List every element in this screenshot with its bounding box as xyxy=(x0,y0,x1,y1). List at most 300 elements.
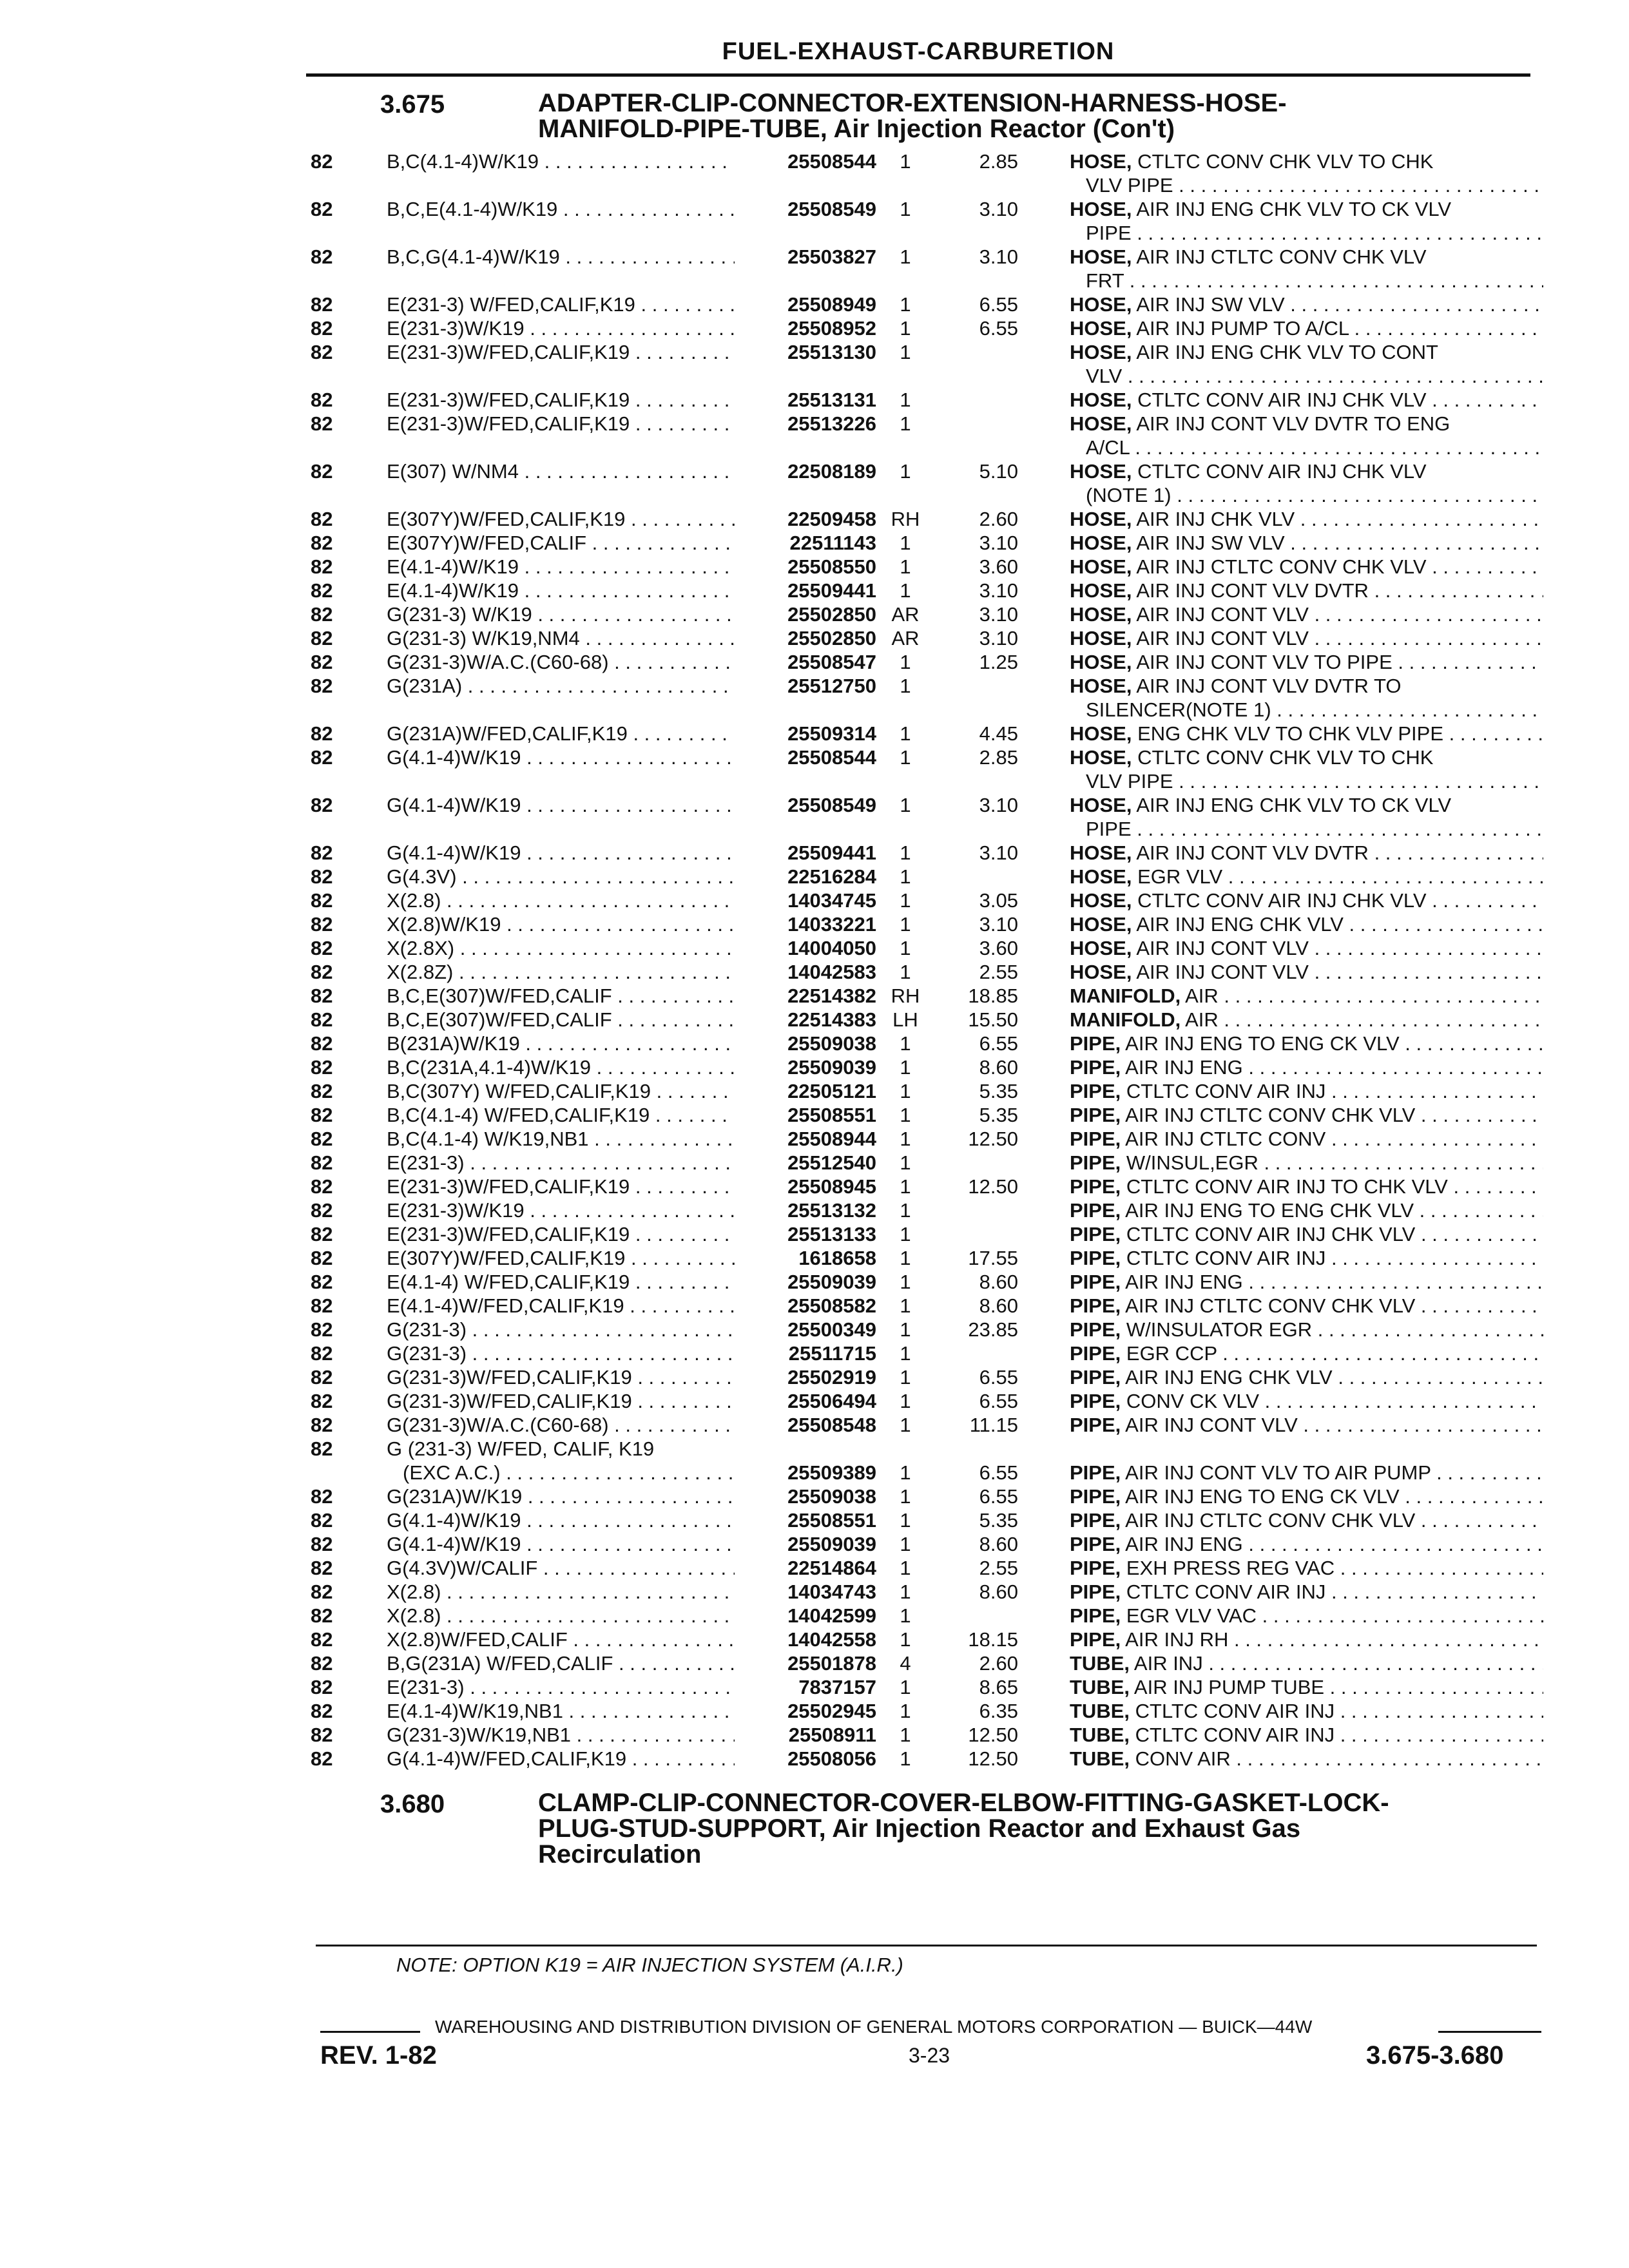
quantity: 1 xyxy=(900,746,911,769)
price: 12.50 xyxy=(968,1175,1018,1198)
description-cell xyxy=(1070,1151,1543,1175)
part-number: 25502850 xyxy=(787,603,876,626)
quantity: 1 xyxy=(900,1557,911,1579)
usage-text: E(231-3) . . . xyxy=(387,1151,735,1175)
usage-cell xyxy=(387,1079,735,1103)
usage-text: E(4.1-4)W/K19,NB1 . . . xyxy=(387,1699,735,1723)
part-number: 14034745 xyxy=(787,889,876,912)
description-text: CTLTC CONV AIR INJ CHK VLV xyxy=(1137,389,1427,411)
description-line1 xyxy=(1070,531,1543,555)
quantity: 1 xyxy=(900,1151,911,1174)
part-number: 25512540 xyxy=(787,1151,876,1174)
description-line1 xyxy=(1070,1747,1543,1771)
description-line1 xyxy=(1070,1508,1543,1532)
usage-text: E(231-3)W/FED,CALIF,K19 . . . xyxy=(387,1175,735,1198)
part-number: 22509458 xyxy=(787,508,876,530)
part-number: 25509441 xyxy=(787,579,876,602)
part-type: HOSE, xyxy=(1070,579,1132,602)
part-number: 25502919 xyxy=(787,1366,876,1389)
quantity: 1 xyxy=(900,1080,911,1102)
description-cell xyxy=(1070,388,1543,412)
quantity: 4 xyxy=(900,1652,911,1675)
table-row xyxy=(303,1270,1547,1294)
usage-text: E(4.1-4) W/FED,CALIF,K19 . . . xyxy=(387,1270,735,1294)
description-line1 xyxy=(1070,793,1543,817)
table-row xyxy=(303,1151,1547,1175)
table-row xyxy=(303,1127,1547,1151)
description-text: AIR INJ ENG xyxy=(1125,1271,1243,1293)
description-cell xyxy=(1070,531,1543,555)
usage-text: G(231-3)W/FED,CALIF,K19 . . . xyxy=(387,1389,735,1413)
usage-text: E(231-3)W/FED,CALIF,K19 . . . xyxy=(387,388,735,412)
usage-text: G(231-3) W/K19 . . . xyxy=(387,602,735,626)
description-line1 xyxy=(1070,555,1543,579)
usage-text: G(4.1-4)W/FED,CALIF,K19 . . . xyxy=(387,1747,735,1771)
group-number: 82 xyxy=(311,1271,333,1293)
table-row xyxy=(303,1556,1547,1580)
quantity: 1 xyxy=(900,412,911,435)
group-number: 82 xyxy=(311,1437,333,1460)
description-cell xyxy=(1070,579,1543,602)
part-type: TUBE, xyxy=(1070,1724,1130,1746)
group-number: 82 xyxy=(311,746,333,769)
description-text: CTLTC CONV AIR INJ xyxy=(1126,1080,1326,1102)
part-number: 25502850 xyxy=(787,627,876,649)
description-cell xyxy=(1070,984,1543,1008)
part-number: 22505121 xyxy=(787,1080,876,1102)
usage-cell xyxy=(387,912,735,936)
quantity: 1 xyxy=(900,1247,911,1269)
part-number: 25509314 xyxy=(787,722,876,745)
quantity: 1 xyxy=(900,1199,911,1222)
quantity: RH xyxy=(891,985,920,1007)
description-line1 xyxy=(1070,293,1543,316)
part-type: HOSE, xyxy=(1070,245,1132,268)
quantity: 1 xyxy=(900,198,911,220)
group-number: 82 xyxy=(311,1199,333,1222)
price: 8.60 xyxy=(979,1271,1018,1293)
price: 17.55 xyxy=(968,1247,1018,1269)
quantity: 1 xyxy=(900,1676,911,1698)
group-number: 82 xyxy=(311,1318,333,1341)
part-number: 25508549 xyxy=(787,794,876,816)
quantity: 1 xyxy=(900,722,911,745)
price: 3.10 xyxy=(979,913,1018,936)
group-number: 82 xyxy=(311,1056,333,1079)
group-number: 82 xyxy=(311,532,333,554)
group-number: 82 xyxy=(311,1390,333,1412)
quantity: 1 xyxy=(900,913,911,936)
description-text: AIR INJ xyxy=(1133,1652,1203,1675)
group-number: 82 xyxy=(311,412,333,435)
description-cell xyxy=(1070,841,1543,865)
table-row xyxy=(303,1413,1547,1437)
quantity: 1 xyxy=(900,1628,911,1651)
usage-cell xyxy=(387,579,735,602)
usage-cell xyxy=(387,1008,735,1032)
price: 8.60 xyxy=(979,1294,1018,1317)
description-line1 xyxy=(1070,1723,1543,1747)
quantity: AR xyxy=(891,627,920,649)
section-title-line2: MANIFOLD-PIPE-TUBE, Air Injection Reactor (Con't) xyxy=(538,115,1175,143)
usage-text: E(307Y)W/FED,CALIF . . . xyxy=(387,531,735,555)
usage-cell xyxy=(387,412,735,436)
group-number: 82 xyxy=(311,1700,333,1722)
quantity: 1 xyxy=(900,1271,911,1293)
part-number: 25506494 xyxy=(787,1390,876,1412)
table-row xyxy=(303,149,1547,197)
part-type: PIPE, xyxy=(1070,1128,1121,1150)
table-row xyxy=(303,1341,1547,1365)
usage-text: G(231A)W/FED,CALIF,K19 . . . xyxy=(387,722,735,745)
description-cell xyxy=(1070,340,1543,388)
group-number: 82 xyxy=(311,1128,333,1150)
part-number: 22516284 xyxy=(787,865,876,888)
table-row xyxy=(303,1246,1547,1270)
description-line1 xyxy=(1070,674,1543,698)
description-line1 xyxy=(1070,149,1543,173)
description-line1 xyxy=(1070,745,1543,769)
usage-text: X(2.8) . . . xyxy=(387,889,735,912)
description-line1 xyxy=(1070,1365,1543,1389)
usage-text: B,G(231A) W/FED,CALIF . . . xyxy=(387,1651,735,1675)
group-number: 82 xyxy=(311,317,333,340)
quantity: 1 xyxy=(900,937,911,959)
description-text: CTLTC CONV AIR INJ xyxy=(1126,1581,1326,1603)
price: 6.35 xyxy=(979,1700,1018,1722)
part-type: PIPE, xyxy=(1070,1557,1121,1579)
description-line2: SILENCER(NOTE 1) . . . xyxy=(1070,698,1543,722)
usage-text: E(231-3)W/FED,CALIF,K19 . . . xyxy=(387,412,735,436)
table-row xyxy=(303,1222,1547,1246)
group-number: 82 xyxy=(311,1151,333,1174)
usage-text: B,C(4.1-4)W/K19 . . . xyxy=(387,149,735,173)
usage-cell xyxy=(387,1246,735,1270)
usage-cell xyxy=(387,841,735,865)
section-number: 3.680 xyxy=(380,1790,445,1818)
description-text: CTLTC CONV AIR INJ CHK VLV xyxy=(1137,889,1427,912)
description-line1 xyxy=(1070,1675,1543,1699)
usage-cell xyxy=(387,745,735,769)
usage-cell xyxy=(387,197,735,221)
usage-text: G(231A)W/K19 . . . xyxy=(387,1485,735,1508)
description-line1 xyxy=(1070,1222,1543,1246)
part-number: 14042599 xyxy=(787,1604,876,1627)
quantity: 1 xyxy=(900,150,911,173)
usage-text: B,C(4.1-4) W/K19,NB1 . . . xyxy=(387,1127,735,1151)
quantity: 1 xyxy=(900,1056,911,1079)
part-number: 25509039 xyxy=(787,1056,876,1079)
part-type: PIPE, xyxy=(1070,1056,1121,1079)
usage-cell xyxy=(387,555,735,579)
part-number: 25508551 xyxy=(787,1509,876,1532)
part-type: HOSE, xyxy=(1070,198,1132,220)
quantity: 1 xyxy=(900,1485,911,1508)
usage-cell xyxy=(387,1508,735,1532)
part-type: PIPE, xyxy=(1070,1175,1121,1198)
table-row xyxy=(303,1103,1547,1127)
quantity: 1 xyxy=(900,1128,911,1150)
description-text: AIR INJ CTLTC CONV CHK VLV xyxy=(1136,555,1427,578)
description-line1 xyxy=(1070,984,1543,1008)
part-number: 25508582 xyxy=(787,1294,876,1317)
quantity: 1 xyxy=(900,961,911,983)
description-text: AIR INJ CONT VLV xyxy=(1125,1414,1298,1436)
description-line1 xyxy=(1070,1055,1543,1079)
usage-cell xyxy=(387,388,735,412)
usage-text: X(2.8)W/FED,CALIF . . . xyxy=(387,1628,735,1651)
quantity: 1 xyxy=(900,341,911,363)
table-row xyxy=(303,1628,1547,1651)
quantity: 1 xyxy=(900,579,911,602)
description-line1 xyxy=(1070,1151,1543,1175)
part-number: 25513132 xyxy=(787,1199,876,1222)
part-number: 14034743 xyxy=(787,1581,876,1603)
usage-text: E(231-3) W/FED,CALIF,K19 . . . xyxy=(387,293,735,316)
description-cell xyxy=(1070,1651,1543,1675)
quantity: 1 xyxy=(900,1342,911,1365)
section-heading-3675 xyxy=(380,90,1540,148)
part-type: HOSE, xyxy=(1070,722,1132,745)
description-text: AIR INJ SW VLV xyxy=(1136,293,1285,316)
part-type: HOSE, xyxy=(1070,627,1132,649)
description-line1 xyxy=(1070,912,1543,936)
description-cell xyxy=(1070,1127,1543,1151)
price: 3.60 xyxy=(979,937,1018,959)
table-row xyxy=(303,1055,1547,1079)
table-row xyxy=(303,245,1547,293)
part-number: 25513226 xyxy=(787,412,876,435)
part-type: HOSE, xyxy=(1070,889,1132,912)
group-number: 82 xyxy=(311,913,333,936)
usage-cell xyxy=(387,984,735,1008)
usage-cell xyxy=(387,674,735,698)
table-row xyxy=(303,984,1547,1008)
part-type: HOSE, xyxy=(1070,555,1132,578)
part-number: 25508945 xyxy=(787,1175,876,1198)
part-type: PIPE, xyxy=(1070,1390,1121,1412)
price: 6.55 xyxy=(979,317,1018,340)
group-number: 82 xyxy=(311,1509,333,1532)
description-cell xyxy=(1070,1079,1543,1103)
description-cell xyxy=(1070,674,1543,722)
description-text: W/INSULATOR EGR xyxy=(1126,1318,1313,1341)
table-row xyxy=(303,507,1547,531)
price: 3.10 xyxy=(979,841,1018,864)
description-line1 xyxy=(1070,960,1543,984)
description-text: CTLTC CONV AIR INJ CHK VLV xyxy=(1137,460,1427,483)
part-type: HOSE, xyxy=(1070,389,1132,411)
group-number: 82 xyxy=(311,1485,333,1508)
price: 6.55 xyxy=(979,1366,1018,1389)
part-type: PIPE, xyxy=(1070,1080,1121,1102)
usage-cell xyxy=(387,889,735,912)
price: 18.85 xyxy=(968,985,1018,1007)
part-type: PIPE, xyxy=(1070,1104,1121,1126)
price: 18.15 xyxy=(968,1628,1018,1651)
description-line1 xyxy=(1070,245,1543,269)
section-title-line2: PLUG-STUD-SUPPORT, Air Injection Reactor and Exhaust Gas xyxy=(538,1814,1301,1843)
part-type: PIPE, xyxy=(1070,1509,1121,1532)
quantity: 1 xyxy=(900,1175,911,1198)
description-line1 xyxy=(1070,889,1543,912)
page-number: 3-23 xyxy=(909,2044,950,2067)
usage-text: E(307) W/NM4 . . . xyxy=(387,459,735,483)
description-cell xyxy=(1070,936,1543,960)
description-text: AIR INJ PUMP TO A/CL xyxy=(1136,317,1349,340)
table-row xyxy=(303,1604,1547,1628)
description-text: AIR INJ CTLTC CONV CHK VLV xyxy=(1125,1104,1416,1126)
usage-cell xyxy=(387,459,735,483)
part-number: 25509039 xyxy=(787,1533,876,1555)
description-cell xyxy=(1070,745,1543,793)
quantity: 1 xyxy=(900,651,911,673)
price: 8.65 xyxy=(979,1676,1018,1698)
usage-cell xyxy=(387,1270,735,1294)
group-number: 82 xyxy=(311,579,333,602)
description-line1 xyxy=(1070,1341,1543,1365)
usage-text: G(231-3)W/FED,CALIF,K19 . . . xyxy=(387,1365,735,1389)
description-text: AIR INJ CHK VLV xyxy=(1136,508,1295,530)
table-row xyxy=(303,1032,1547,1055)
usage-text: E(231-3)W/K19 . . . xyxy=(387,316,735,340)
description-line2: A/CL . . . xyxy=(1070,436,1543,459)
description-cell xyxy=(1070,197,1543,245)
description-line1 xyxy=(1070,1246,1543,1270)
part-type: PIPE, xyxy=(1070,1604,1121,1627)
group-number: 82 xyxy=(311,841,333,864)
price: 3.10 xyxy=(979,794,1018,816)
description-line1 xyxy=(1070,1413,1543,1437)
price: 12.50 xyxy=(968,1724,1018,1746)
description-line1 xyxy=(1070,1628,1543,1651)
part-number: 25513133 xyxy=(787,1223,876,1245)
price: 8.60 xyxy=(979,1581,1018,1603)
description-line1 xyxy=(1070,1532,1543,1556)
table-row xyxy=(303,1508,1547,1532)
description-line1 xyxy=(1070,459,1543,483)
quantity: RH xyxy=(891,508,920,530)
table-row xyxy=(303,1008,1547,1032)
usage-text: X(2.8) . . . xyxy=(387,1580,735,1604)
group-number: 82 xyxy=(311,722,333,745)
group-number: 82 xyxy=(311,1604,333,1627)
usage-text: B(231A)W/K19 . . . xyxy=(387,1032,735,1055)
description-line1 xyxy=(1070,722,1543,745)
usage-cell xyxy=(387,245,735,269)
usage-text: X(2.8X) . . . xyxy=(387,936,735,960)
part-number: 25508547 xyxy=(787,651,876,673)
quantity: 1 xyxy=(900,293,911,316)
part-number: 25501878 xyxy=(787,1652,876,1675)
part-number: 7837157 xyxy=(798,1676,876,1698)
table-row xyxy=(303,793,1547,841)
usage-cell xyxy=(387,507,735,531)
description-text: EGR VLV xyxy=(1137,865,1223,888)
description-cell xyxy=(1070,1485,1543,1508)
description-text: AIR INJ ENG CHK VLV TO CK VLV xyxy=(1136,794,1452,816)
description-line1 xyxy=(1070,1580,1543,1604)
group-number: 82 xyxy=(311,794,333,816)
description-line1 xyxy=(1070,1461,1543,1485)
quantity: 1 xyxy=(900,841,911,864)
description-cell xyxy=(1070,507,1543,531)
usage-cell xyxy=(387,1365,735,1389)
usage-cell xyxy=(387,1437,735,1485)
table-row xyxy=(303,1532,1547,1556)
table-row xyxy=(303,340,1547,388)
description-text: EGR VLV VAC xyxy=(1126,1604,1257,1627)
part-type: HOSE, xyxy=(1070,341,1132,363)
description-text: CONV AIR xyxy=(1135,1747,1231,1770)
price: 6.55 xyxy=(979,1461,1018,1484)
price: 5.10 xyxy=(979,460,1018,483)
description-cell xyxy=(1070,149,1543,197)
quantity: 1 xyxy=(900,1747,911,1770)
part-number: 25513131 xyxy=(787,389,876,411)
group-number: 82 xyxy=(311,1747,333,1770)
part-number: 25508544 xyxy=(787,746,876,769)
description-text: AIR INJ CTLTC CONV CHK VLV xyxy=(1136,245,1427,268)
usage-text: X(2.8)W/K19 . . . xyxy=(387,912,735,936)
quantity: 1 xyxy=(900,1533,911,1555)
usage-cell xyxy=(387,1604,735,1628)
price: 3.10 xyxy=(979,245,1018,268)
part-number: 14033221 xyxy=(787,913,876,936)
quantity: 1 xyxy=(900,1294,911,1317)
usage-cell xyxy=(387,1103,735,1127)
usage-text: G(4.1-4)W/K19 . . . xyxy=(387,745,735,769)
part-type: HOSE, xyxy=(1070,651,1132,673)
usage-cell xyxy=(387,1318,735,1341)
usage-cell xyxy=(387,531,735,555)
quantity: 1 xyxy=(900,889,911,912)
description-text: AIR INJ CONT VLV xyxy=(1136,961,1309,983)
part-number: 25508544 xyxy=(787,150,876,173)
description-cell xyxy=(1070,1532,1543,1556)
usage-cell xyxy=(387,340,735,364)
part-number: 25503827 xyxy=(787,245,876,268)
description-line1 xyxy=(1070,1175,1543,1198)
group-number: 82 xyxy=(311,1628,333,1651)
quantity: 1 xyxy=(900,675,911,697)
price: 6.55 xyxy=(979,293,1018,316)
table-row xyxy=(303,865,1547,889)
description-cell xyxy=(1070,1747,1543,1771)
price: 2.60 xyxy=(979,1652,1018,1675)
part-type: PIPE, xyxy=(1070,1533,1121,1555)
quantity: 1 xyxy=(900,1604,911,1627)
group-number: 82 xyxy=(311,603,333,626)
description-text: AIR INJ CONT VLV xyxy=(1136,937,1309,959)
usage-cell xyxy=(387,1747,735,1771)
part-type: HOSE, xyxy=(1070,412,1132,435)
description-cell xyxy=(1070,1008,1543,1032)
quantity: 1 xyxy=(900,1461,911,1484)
description-text: CTLTC CONV CHK VLV TO CHK xyxy=(1137,150,1434,173)
usage-text-line2: (EXC A.C.) . . . xyxy=(387,1461,735,1485)
part-type: PIPE, xyxy=(1070,1032,1121,1055)
usage-text: B,C,E(307)W/FED,CALIF . . . xyxy=(387,1008,735,1032)
group-number: 82 xyxy=(311,508,333,530)
description-line1 xyxy=(1070,841,1543,865)
usage-text: E(231-3) . . . xyxy=(387,1675,735,1699)
usage-cell xyxy=(387,722,735,745)
quantity: AR xyxy=(891,603,920,626)
price: 11.15 xyxy=(969,1414,1018,1436)
description-line1 xyxy=(1070,602,1543,626)
group-number: 82 xyxy=(311,1533,333,1555)
